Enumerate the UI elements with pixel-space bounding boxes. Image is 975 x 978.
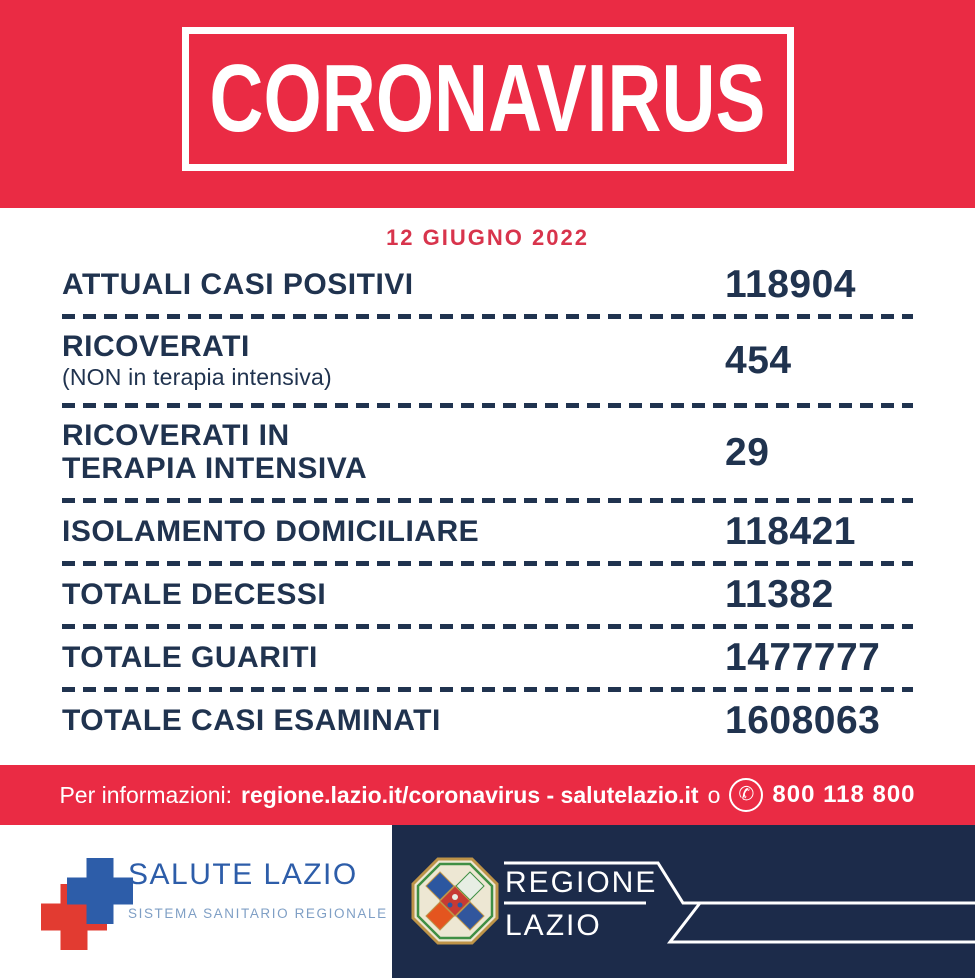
stat-row-totale-casi-esaminati — [62, 692, 913, 750]
stat-value: 29 — [725, 430, 770, 474]
info-phone-number: 800 118 800 — [772, 781, 916, 808]
salute-lazio-logo — [0, 825, 392, 978]
stat-label: ISOLAMENTO DOMICILIARE — [62, 514, 480, 548]
info-prefix: Per informazioni: — [59, 781, 233, 808]
phone-icon: ✆ — [729, 778, 763, 812]
report-date: 12 GIUGNO 2022 — [386, 225, 589, 250]
header-band — [0, 0, 975, 208]
stat-label: TOTALE CASI ESAMINATI — [62, 704, 441, 738]
salute-lazio-subtitle: SISTEMA SANITARIO REGIONALE — [128, 906, 388, 921]
stat-label: RICOVERATI IN — [62, 418, 290, 452]
stat-row-totale-guariti — [62, 629, 913, 687]
regione-lazio-lines — [392, 825, 975, 978]
stat-row-ricoverati — [62, 319, 913, 403]
footer — [0, 765, 975, 978]
coronavirus-title-box — [182, 27, 794, 171]
stat-label-line2: TERAPIA INTENSIVA — [62, 452, 368, 486]
stat-label: RICOVERATI — [62, 330, 250, 364]
stat-label: TOTALE DECESSI — [62, 577, 327, 611]
stat-row-terapia-intensiva — [62, 408, 913, 498]
salute-lazio-cross-icon — [34, 847, 138, 959]
stat-sublabel: (NON in terapia intensiva) — [62, 363, 332, 390]
stat-row-totale-decessi — [62, 566, 913, 624]
info-links[interactable]: regione.lazio.it/coronavirus - salutelazio.it — [241, 781, 699, 808]
stat-row-isolamento-domiciliare — [62, 503, 913, 561]
stat-label: TOTALE GUARITI — [62, 640, 318, 674]
info-bar — [0, 765, 975, 825]
info-connector: o — [707, 781, 721, 808]
stat-value: 11382 — [725, 573, 834, 617]
logos-strip — [0, 825, 975, 978]
regione-lazio-line1: REGIONE — [505, 866, 658, 899]
stat-label: ATTUALI CASI POSITIVI — [62, 267, 414, 301]
stat-value: 454 — [725, 338, 792, 382]
salute-lazio-title: SALUTE LAZIO — [128, 858, 358, 891]
stat-value: 1477777 — [725, 636, 881, 680]
regione-lazio-line2: LAZIO — [505, 909, 602, 942]
page-title: CORONAVIRUS — [209, 45, 766, 152]
stat-row-attuali-casi-positivi — [62, 258, 913, 314]
stats-table — [62, 258, 913, 750]
stat-value: 1608063 — [725, 699, 881, 743]
regione-lazio-logo — [392, 825, 975, 978]
stat-value: 118421 — [725, 510, 856, 553]
stat-value: 118904 — [725, 263, 856, 306]
